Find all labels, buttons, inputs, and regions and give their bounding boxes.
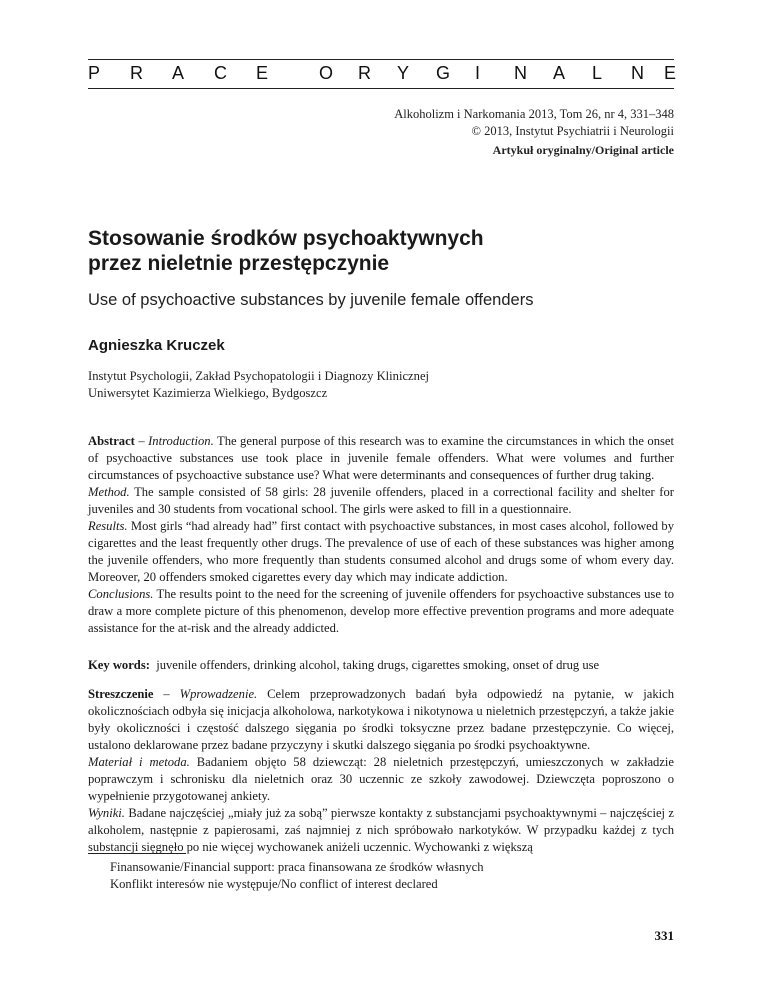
- streszczenie: [88, 686, 674, 856]
- section-label-letter: R: [130, 63, 143, 83]
- footnote-funding: Finansowanie/Financial support: praca finansowana ze środków własnych: [110, 860, 484, 874]
- abstract-conclusions: [88, 586, 674, 637]
- conclusions-text: The results point to the need for the screening of juvenile offenders for psychoactive substances use to draw a more complete picture of this phenomenon, develop more effective prevention programs and more adequate assistance for the at-risk and the already addicted.: [88, 587, 674, 635]
- title-polish-line: Stosowanie środków psychoaktywnych: [88, 227, 484, 250]
- streszczenie-metoda: [88, 754, 674, 805]
- section-label-letter: P: [88, 63, 101, 83]
- streszczenie-label: Streszczenie: [88, 687, 154, 701]
- introduction-text: The general purpose of this research was to examine the circumstances in which the onset of psychoactive substances use took place in juvenile female offenders. What were volumes and further circumstances of psychoactive substance use? What were determinants and consequences of further drug taking.: [88, 434, 674, 482]
- section-label-letter: C: [214, 63, 227, 83]
- section-label-letter: R: [358, 63, 371, 83]
- title-english: Use of psychoactive substances by juvenile female offenders: [88, 291, 534, 309]
- section-label-letter: O: [319, 63, 334, 83]
- title-polish: [88, 226, 674, 276]
- author-affiliation: [88, 368, 429, 402]
- footnote-rule: [88, 853, 186, 854]
- wprowadzenie-text: Celem przeprowadzonych badań była odpowiedź na pytanie, w jakich okolicznościach odbyła się inicjacja alkoholowa, narkotykowa i nikotynowa u nieletnich przestępczyń, a także jakie były okoliczności i częstość dalszego sięgania po środki toksyczne przez badane przestępczynie. Co więcej, ustalono deklarowane przez badane przyczyny i skutki dalszego sięgania po środki psychoaktywne.: [88, 687, 675, 752]
- metoda-text: Badaniem objęto 58 dziewcząt: 28 nieletnich przestępczyń, umieszczonych w zakładzie poprawczym i schronisku dla nieletnich oraz 30 uczennic ze szkoły zawodowej. Dziewczęta poproszono o wypełnienie przygotowanej ankiety.: [88, 755, 675, 803]
- section-label-letter: I: [475, 63, 481, 83]
- section-label-letter: Y: [397, 63, 410, 83]
- conclusions-heading: Conclusions.: [88, 587, 154, 601]
- journal-citation-line: Alkoholizm i Narkomania 2013, Tom 26, nr 4, 331–348: [394, 107, 674, 121]
- wprowadzenie-heading: Wprowadzenie.: [179, 687, 258, 701]
- abstract-dash: –: [134, 434, 149, 448]
- copyright-line: © 2013, Instytut Psychiatrii i Neurologii: [471, 124, 674, 138]
- keywords-label: Key words:: [88, 658, 150, 672]
- article-page: [88, 0, 677, 994]
- results-text: Most girls “had already had” first contact with psychoactive substances, in most cases alcohol, followed by cigarettes and the least frequently other drugs. The prevalence of use of each of these substances was higher among the juvenile offenders, who more frequently than students consumed alcohol and drugs some of whom every day. Moreover, 20 offenders smoked cigarettes every day which may indicate addiction.: [88, 519, 674, 584]
- journal-citation: [394, 106, 674, 140]
- keywords-text: juvenile offenders, drinking alcohol, taking drugs, cigarettes smoking, onset of drug use: [149, 658, 600, 672]
- page-number: 331: [654, 928, 674, 943]
- section-label-letter: E: [664, 63, 677, 83]
- metoda-heading: Materiał i metoda.: [88, 755, 190, 769]
- affiliation-line: Uniwersytet Kazimierza Wielkiego, Bydgoszcz: [88, 386, 328, 400]
- method-text: The sample consisted of 58 girls: 28 juvenile offenders, placed in a correctional facility and shelter for juveniles and 30 students from vocational school. The girls were asked to fill in a questionnaire.: [88, 485, 674, 516]
- introduction-heading: Introduction.: [148, 434, 214, 448]
- section-label-letter: A: [553, 63, 566, 83]
- author-name: Agnieszka Kruczek: [88, 337, 225, 354]
- wyniki-text: Badane najczęściej „miały już za sobą” pierwsze kontakty z substancjami psychoaktywnymi – najczęściej z alkoholem, następnie z papierosami, zaś najmniej z nich spróbowało narkotyków. W przypadku każdej z tych substancji sięgnęło po nie więcej wychowanek aniżeli uczennic. Wychowanki z większą: [88, 806, 674, 854]
- title-polish-line: przez nieletnie przestępczynie: [88, 252, 390, 275]
- section-label-letter: G: [436, 63, 451, 83]
- section-label-letter: N: [631, 63, 644, 83]
- footnotes: [110, 859, 484, 893]
- article-type: Artykuł oryginalny/Original article: [492, 143, 674, 157]
- abstract-results: [88, 518, 674, 586]
- abstract-method: [88, 484, 674, 518]
- method-heading: Method.: [88, 485, 130, 499]
- abstract-label: Abstract: [88, 434, 135, 448]
- section-label-letter: N: [514, 63, 527, 83]
- footnote-conflict: Konflikt interesów nie występuje/No conflict of interest declared: [110, 877, 438, 891]
- section-label-letter: L: [592, 63, 603, 83]
- streszczenie-wprowadzenie: [88, 686, 674, 754]
- abstract-introduction: [88, 433, 674, 484]
- abstract: [88, 433, 674, 637]
- section-label-letter: E: [256, 63, 269, 83]
- results-heading: Results.: [88, 519, 128, 533]
- keywords: [88, 657, 674, 674]
- wyniki-heading: Wyniki.: [88, 806, 125, 820]
- section-label: [88, 63, 677, 87]
- streszczenie-wyniki: [88, 805, 674, 856]
- header-rule-top: [88, 59, 674, 60]
- affiliation-line: Instytut Psychologii, Zakład Psychopatologii i Diagnozy Klinicznej: [88, 369, 430, 383]
- streszczenie-dash: –: [153, 687, 180, 701]
- header-rule-bottom: [88, 88, 674, 89]
- section-label-letter: A: [172, 63, 185, 83]
